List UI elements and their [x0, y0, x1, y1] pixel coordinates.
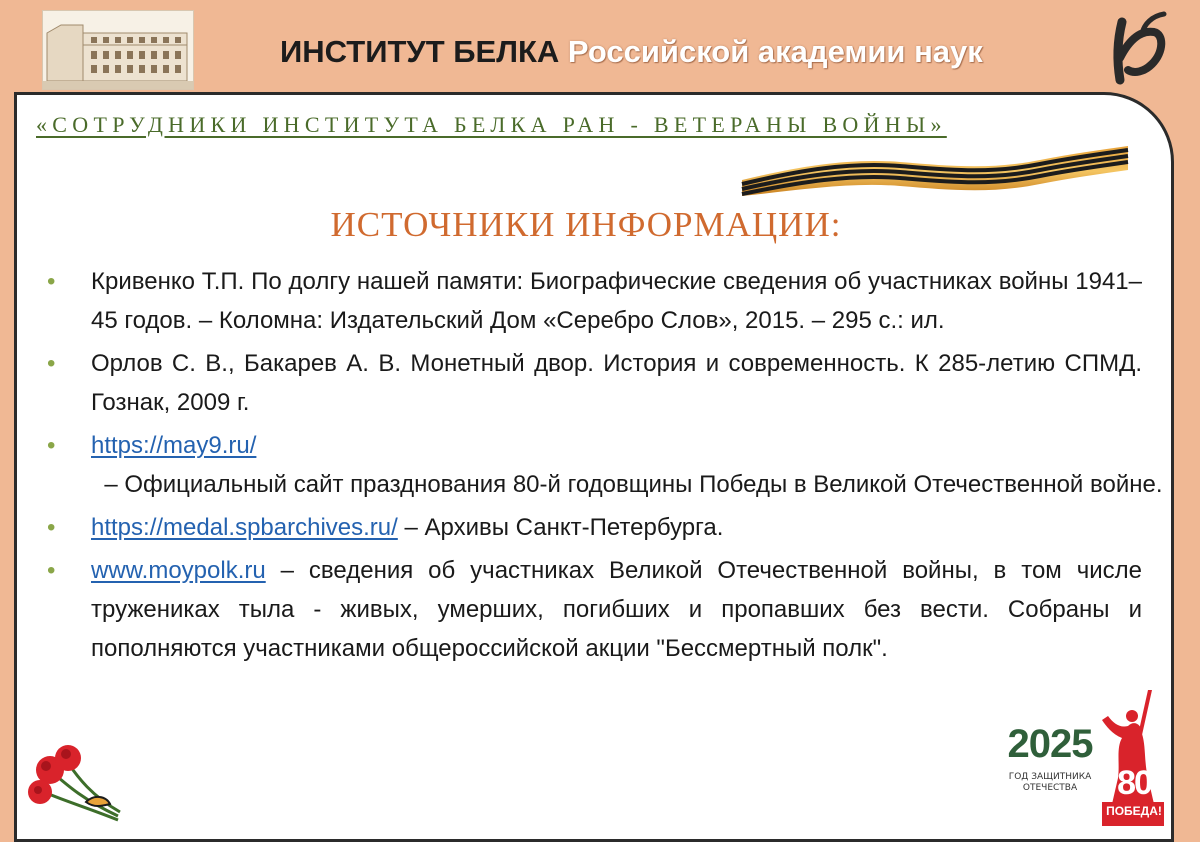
section-title: ИСТОЧНИКИ ИНФОРМАЦИИ: [330, 205, 842, 244]
year-label: 2025 [1007, 722, 1093, 766]
source-text: – Официальный сайт празднования 80-й годовщины Победы в Великой Отечественной войне. [91, 471, 1163, 498]
source-text: Кривенко Т.П. По долгу нашей памяти: Биографические сведения об участниках войны 1941–45 годов. – Коломна: Издательский Дом «Серебро Слов», 2015. – 295 с.: ил. [91, 268, 1142, 334]
institute-title-main: ИНСТИТУТ БЕЛКА [280, 34, 560, 69]
bullet-icon: • [47, 350, 56, 377]
source-text: – сведения об участниках Великой Отечественной войны, в том числе тружениках тыла - живых, умерших, погибших и пропавших без вести. Собраны и пополняются участниками общероссийской акции "Бессмертный полк". [91, 557, 1142, 662]
moypolk-link[interactable]: www.moypolk.ru [91, 557, 266, 584]
spbarchives-link[interactable]: https://medal.spbarchives.ru/ [91, 514, 398, 541]
may9-link[interactable]: https://may9.ru/ [91, 432, 257, 459]
year-caption [1006, 772, 1094, 794]
st-george-ribbon-icon [740, 140, 1130, 196]
source-text: Орлов С. В., Бакарев А. В. Монетный двор. История и современность. К 285-летию СПМД. Гознак, 2009 г. [91, 350, 1142, 416]
sources-list [40, 262, 1163, 672]
institute-title [280, 32, 983, 72]
institute-title-academy: Российской академии наук [567, 34, 983, 69]
year-caption-line2: ОТЕЧЕСТВА [1022, 783, 1078, 793]
eighty-label: 80 [1117, 764, 1151, 802]
victory-80-emblem [1006, 686, 1172, 826]
victory-label: ПОБЕДА! [1106, 804, 1162, 818]
slide-subtitle: «СОТРУДНИКИ ИНСТИТУТА БЕЛКА РАН - ВЕТЕРАНЫ ВОЙНЫ» [36, 112, 947, 137]
source-text: – Архивы Санкт-Петербурга. [397, 514, 724, 541]
source-item [40, 344, 1142, 422]
bullet-icon: • [47, 557, 56, 584]
institute-logo-icon [1108, 8, 1170, 88]
bullet-icon: • [47, 514, 56, 541]
bullet-icon: • [47, 268, 56, 295]
source-item [40, 508, 1142, 547]
carnation-flowers-icon [22, 742, 124, 824]
source-item [40, 426, 1163, 504]
year-caption-line1: ГОД ЗАЩИТНИКА [1008, 772, 1092, 782]
source-item [40, 551, 1142, 668]
source-item [40, 262, 1142, 340]
institute-building-photo [42, 10, 194, 90]
bullet-icon: • [47, 432, 56, 459]
